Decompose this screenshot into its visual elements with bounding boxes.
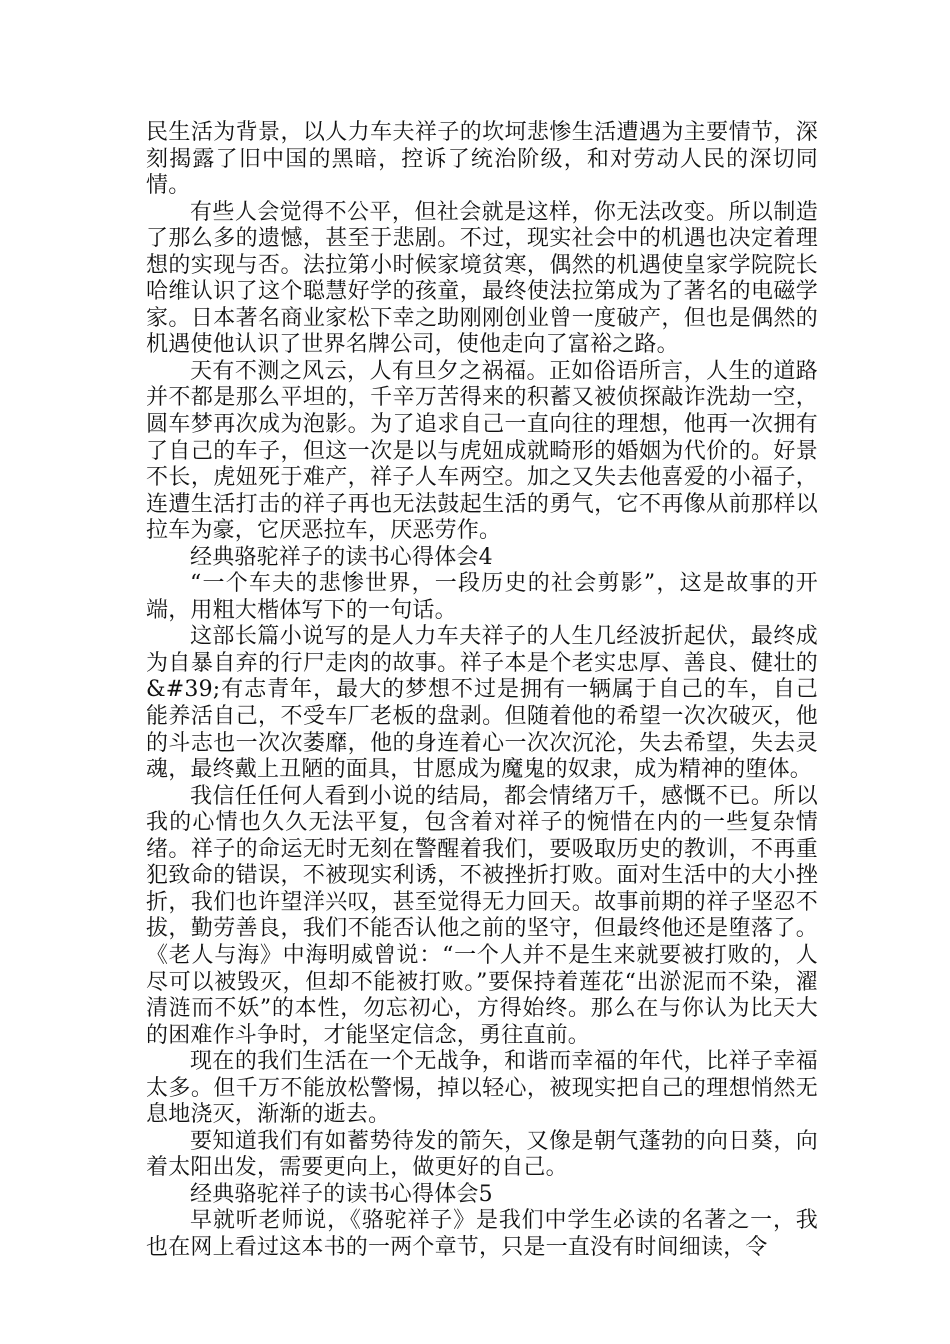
section-heading: 经典骆驼祥子的读书心得体会4 — [190, 544, 493, 570]
paragraph: 要知道我们有如蓄势待发的箭矢，又像是朝气蓬勃的向日葵，向着太阳出发，需要更向上，做更好的自己。 — [146, 1128, 818, 1181]
paragraph: 这部长篇小说写的是人力车夫祥子的人生几经波折起伏，最终成为自暴自弃的行尸走肉的故事。祥子本是个老实忠厚、善良、健壮的&#39;有志青年，最大的梦想不过是拥有一辆属于自己的车，自己能养活自己，不受车厂老板的盘剥。但随着他的希望一次次破灭，他的斗志也一次次萎靡，他的身连着心一次次沉沦，失去希望，失去灵魂，最终戴上丑陋的面具，甘愿成为魔鬼的奴隶，成为精神的堕体。 — [146, 624, 818, 783]
paragraph: 我信任任何人看到小说的结局，都会情绪万千，感慨不已。所以我的心情也久久无法平复，包含着对祥子的惋惜在内的一些复杂情绪。祥子的命运无时无刻在警醒着我们，要吸取历史的教训，不再重犯致命的错误，不被现实利诱，不被挫折打败。面对生活中的大小挫折，我们也许望洋兴叹，甚至觉得无力回天。故事前期的祥子坚忍不拔，勤劳善良，我们不能否认他之前的坚守，但最终他还是堕落了。《老人与海》中海明威曾说：“一个人并不是生来就要被打败的，人尽可以被毁灭，但却不能被打败。”要保持着莲花“出淤泥而不染，濯清涟而不妖”的本性，勿忘初心，方得始终。那么在与你认为比天大的困难作斗争时，才能坚定信念，勇往直前。 — [146, 783, 818, 1048]
paragraph: “一个车夫的悲惨世界，一段历史的社会剪影”，这是故事的开端，用粗大楷体写下的一句话。 — [146, 571, 818, 623]
paragraph: 早就听老师说，《骆驼祥子》是我们中学生必读的名著之一，我也在网上看过这本书的一两个章节，只是一直没有时间细读，令 — [146, 1208, 818, 1260]
section-heading: 经典骆驼祥子的读书心得体会5 — [190, 1181, 493, 1207]
paragraph: 民生活为背景，以人力车夫祥子的坎坷悲惨生活遭遇为主要情节，深刻揭露了旧中国的黑暗，控诉了统治阶级，和对劳动人民的深切同情。 — [146, 120, 818, 199]
paragraph: 现在的我们生活在一个无战争，和谐而幸福的年代，比祥子幸福太多。但千万不能放松警惕，掉以轻心，被现实把自己的理想悄然无息地浇灭，渐渐的逝去。 — [146, 1049, 818, 1128]
paragraph: 有些人会觉得不公平，但社会就是这样，你无法改变。所以制造了那么多的遗憾，甚至于悲剧。不过，现实社会中的机遇也决定着理想的实现与否。法拉第小时候家境贫寒，偶然的机遇使皇家学院院长哈维认识了这个聪慧好学的孩童，最终使法拉第成为了著名的电磁学家。日本著名商业家松下幸之助刚刚创业曾一度破产，但也是偶然的机遇使他认识了世界名牌公司，使他走向了富裕之路。 — [146, 199, 818, 358]
paragraph: 天有不测之风云，人有旦夕之祸福。正如俗语所言，人生的道路并不都是那么平坦的，千辛万苦得来的积蓄又被侦探敲诈洗劫一空，圆车梦再次成为泡影。为了追求自己一直向往的理想，他再一次拥有了自己的车子，但这一次是以与虎妞成就畸形的婚姻为代价的。好景不长，虎妞死于难产，祥子人车两空。加之又失去他喜爱的小福子，连遭生活打击的祥子再也无法鼓起生活的勇气，它不再像从前那样以拉车为豪，它厌恶拉车，厌恶劳作。 — [146, 358, 818, 544]
document-page — [146, 120, 818, 1262]
